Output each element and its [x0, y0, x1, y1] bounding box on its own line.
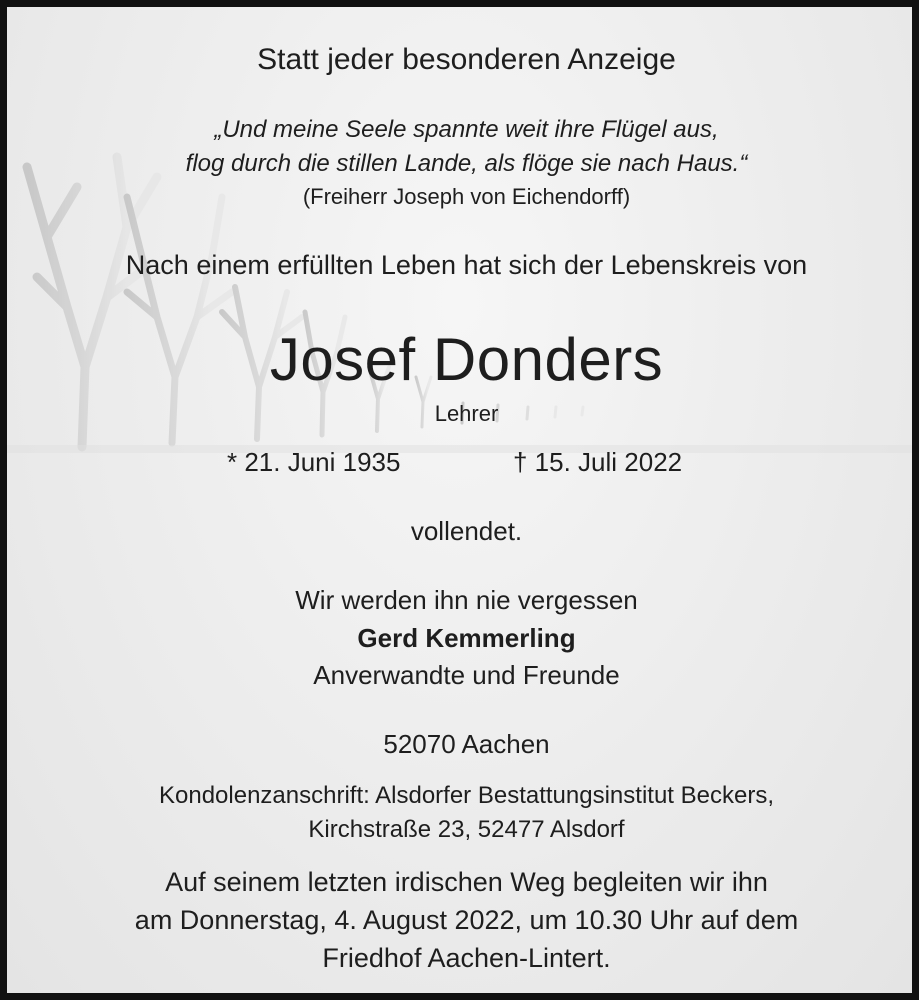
birth-date: * 21. Juni 1935	[227, 447, 401, 477]
intro-text: Nach einem erfüllten Leben hat sich der Lebenskreis von	[125, 250, 808, 280]
notice-heading: Statt jeder besonderen Anzeige	[257, 43, 676, 76]
condolence-address-line-2: Kirchstraße 23, 52477 Alsdorf	[308, 816, 625, 843]
deceased-profession: Lehrer	[434, 401, 499, 426]
mourner-name: Gerd Kemmerling	[357, 623, 576, 653]
quote-author: (Freiherr Joseph von Eichendorff)	[302, 184, 631, 209]
quote-line-2: flog durch die stillen Lande, als flöge sie nach Haus.“	[185, 150, 748, 177]
burial-info-line-3: Friedhof Aachen-Lintert.	[322, 943, 611, 973]
city-line: 52070 Aachen	[383, 729, 550, 759]
condolence-address-line-1: Kondolenzanschrift: Alsdorfer Bestattungsinstitut Beckers,	[159, 782, 774, 809]
deceased-name: Josef Donders	[269, 326, 664, 393]
burial-info-line-2: am Donnerstag, 4. August 2022, um 10.30 Uhr auf dem	[134, 905, 799, 935]
burial-info-line-1: Auf seinem letzten irdischen Weg begleiten wir ihn	[165, 867, 768, 897]
completed-text: vollendet.	[410, 516, 523, 546]
quote-line-1: „Und meine Seele spannte weit ihre Flügel aus,	[214, 116, 719, 143]
death-date: † 15. Juli 2022	[513, 447, 683, 477]
mourners-line-1: Wir werden ihn nie vergessen	[295, 585, 638, 615]
mourners-line-3: Anverwandte und Freunde	[313, 660, 620, 690]
